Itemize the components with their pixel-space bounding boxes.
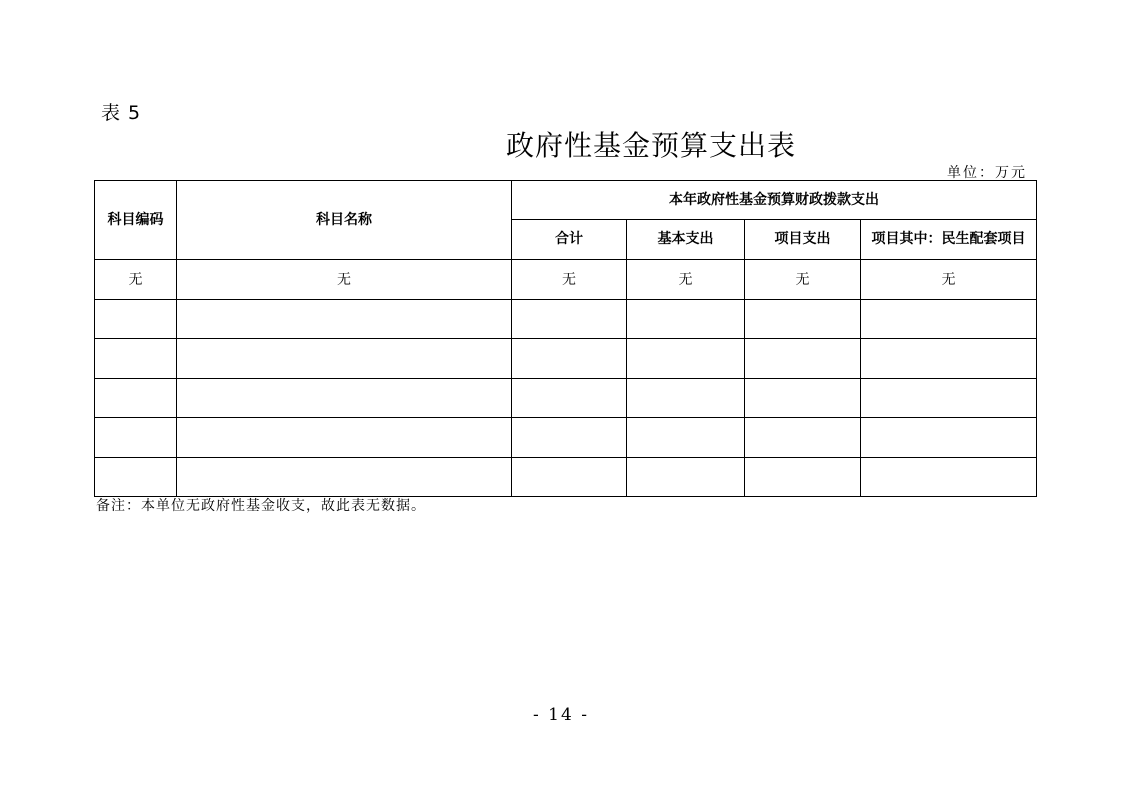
cell-name: 无 xyxy=(177,260,512,300)
cell-name xyxy=(177,299,512,339)
cell-name xyxy=(177,418,512,458)
cell-project xyxy=(745,418,861,458)
table-row xyxy=(95,418,1037,458)
cell-livelihood xyxy=(861,299,1037,339)
cell-name xyxy=(177,457,512,497)
header-subject-code: 科目编码 xyxy=(95,181,177,260)
cell-code xyxy=(95,339,177,379)
cell-code xyxy=(95,457,177,497)
header-project-expenditure: 项目支出 xyxy=(745,220,861,260)
cell-code xyxy=(95,418,177,458)
cell-name xyxy=(177,378,512,418)
cell-livelihood xyxy=(861,339,1037,379)
cell-total xyxy=(512,418,627,458)
header-total: 合计 xyxy=(512,220,627,260)
header-livelihood-project: 项目其中：民生配套项目 xyxy=(861,220,1037,260)
cell-total: 无 xyxy=(512,260,627,300)
cell-basic: 无 xyxy=(627,260,745,300)
table-label: 表 5 xyxy=(101,102,142,124)
cell-basic xyxy=(627,339,745,379)
header-subject-name: 科目名称 xyxy=(177,181,512,260)
cell-total xyxy=(512,378,627,418)
cell-project xyxy=(745,299,861,339)
table-row xyxy=(95,260,1037,300)
cell-basic xyxy=(627,378,745,418)
cell-livelihood xyxy=(861,378,1037,418)
cell-livelihood: 无 xyxy=(861,260,1037,300)
cell-livelihood xyxy=(861,418,1037,458)
page-title: 政府性基金预算支出表 xyxy=(505,129,796,162)
header-appropriation-group: 本年政府性基金预算财政拨款支出 xyxy=(512,181,1037,220)
unit-note: 单位：万元 xyxy=(947,165,1027,181)
cell-basic xyxy=(627,457,745,497)
table-row xyxy=(95,299,1037,339)
table-row xyxy=(95,457,1037,497)
cell-code: 无 xyxy=(95,260,177,300)
cell-project: 无 xyxy=(745,260,861,300)
cell-project xyxy=(745,457,861,497)
table-header-row xyxy=(95,181,1037,220)
cell-total xyxy=(512,457,627,497)
cell-name xyxy=(177,339,512,379)
cell-basic xyxy=(627,299,745,339)
cell-total xyxy=(512,299,627,339)
table-remark: 备注：本单位无政府性基金收支，故此表无数据。 xyxy=(96,498,426,514)
cell-code xyxy=(95,378,177,418)
cell-project xyxy=(745,339,861,379)
cell-basic xyxy=(627,418,745,458)
cell-project xyxy=(745,378,861,418)
cell-total xyxy=(512,339,627,379)
header-basic-expenditure: 基本支出 xyxy=(627,220,745,260)
budget-table xyxy=(94,180,1037,497)
cell-code xyxy=(95,299,177,339)
page-number: - 14 - xyxy=(533,705,589,725)
table-row xyxy=(95,378,1037,418)
cell-livelihood xyxy=(861,457,1037,497)
table-row xyxy=(95,339,1037,379)
